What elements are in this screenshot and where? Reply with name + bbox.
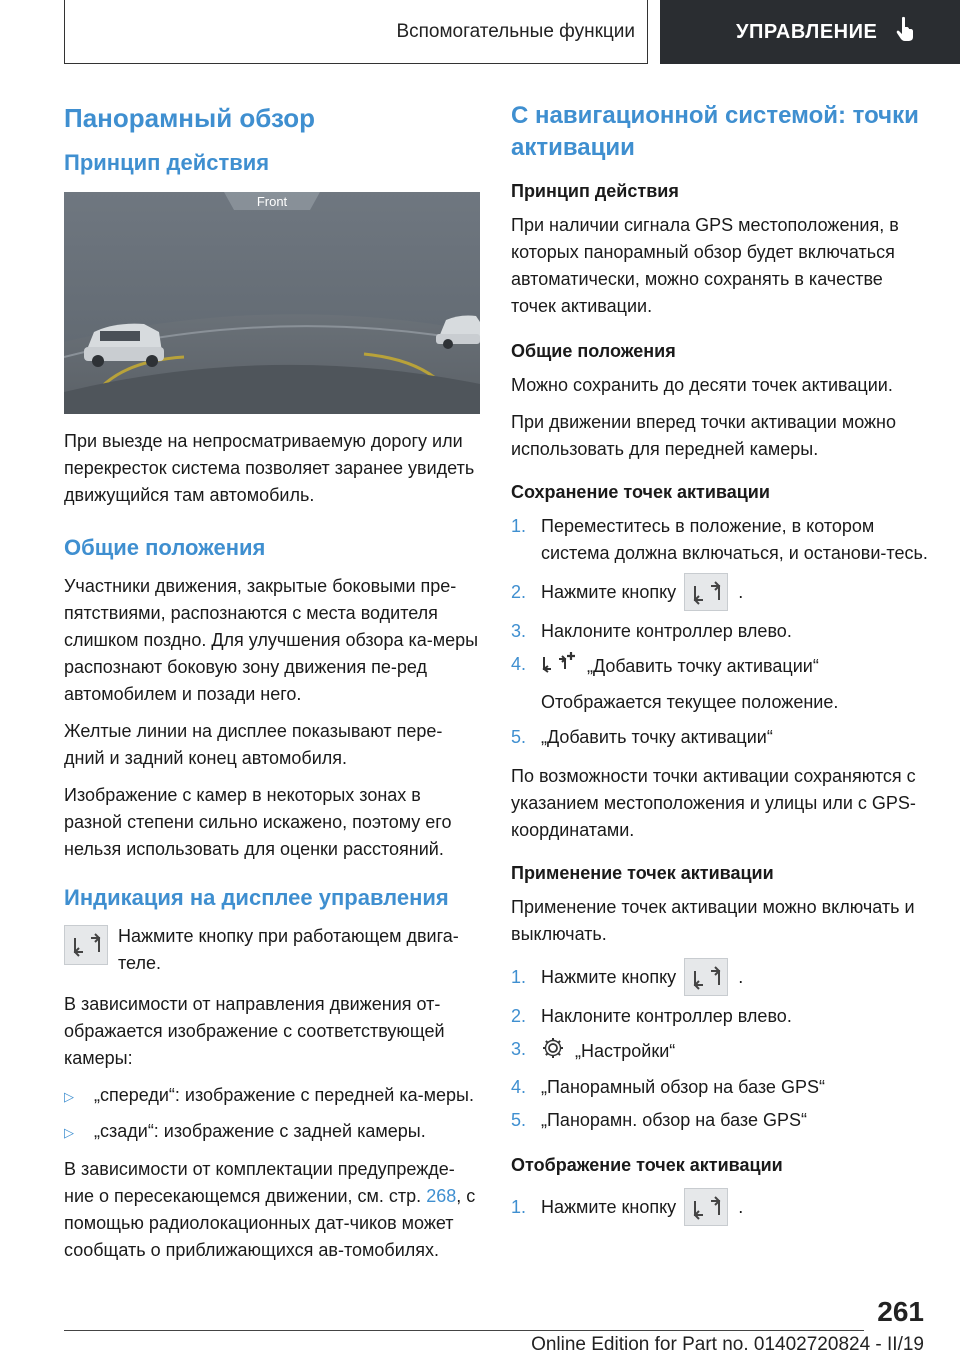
save-heading: Сохранение точек активации bbox=[511, 482, 770, 502]
camera-view-image bbox=[64, 192, 480, 414]
footer-divider bbox=[64, 1330, 864, 1331]
display-indicator-text: Нажмите кнопку при работающем двига-теле. bbox=[118, 926, 459, 973]
panorama-view-button-icon[interactable] bbox=[684, 1188, 728, 1226]
camera-front-label: Front bbox=[256, 194, 288, 209]
general-paragraph-2: При движении вперед точки активации можно использовать для передней камеры. bbox=[511, 412, 896, 459]
list-item: 2. Нажмите кнопку . bbox=[511, 579, 931, 606]
apply-steps-list bbox=[511, 964, 931, 1134]
apply-text: Применение точек активации можно включать и выключать. bbox=[511, 897, 915, 944]
list-item: 4. „Добавить точку активации“ bbox=[511, 651, 931, 683]
panorama-view-button-icon[interactable] bbox=[684, 958, 728, 996]
general-heading: Общие положения bbox=[511, 341, 676, 361]
warning-paragraph: В зависимости от комплектации предупрежде-ние о пересекающемся движении, см. стр. 268, с помощью радиолокационных дат-чиков может сообщать о приближающихся ав-томобилях. bbox=[64, 1159, 476, 1260]
page-number: 261 bbox=[877, 1296, 924, 1327]
list-item: 5. „Добавить точку активации“ bbox=[511, 727, 773, 747]
display-indicator-row bbox=[64, 923, 482, 977]
show-heading: Отображение точек активации bbox=[511, 1155, 783, 1175]
right-column bbox=[511, 100, 931, 1233]
header-section-title: Вспомогательные функции bbox=[396, 20, 635, 42]
list-item: 3. Наклоните контроллер влево. bbox=[511, 621, 792, 641]
header-chapter bbox=[660, 0, 960, 64]
header-section bbox=[64, 0, 648, 64]
section-title: Панорамный обзор bbox=[64, 103, 316, 133]
apply-heading: Применение точек активации bbox=[511, 863, 774, 883]
hand-pointer-icon bbox=[895, 16, 917, 48]
gear-icon bbox=[541, 1036, 565, 1068]
save-steps-list bbox=[511, 513, 931, 751]
list-item: ▷ „сзади“: изображение с задней камеры. bbox=[64, 1118, 482, 1146]
header-chapter-title: УПРАВЛЕНИЕ bbox=[736, 20, 878, 43]
add-activation-point-icon bbox=[541, 651, 575, 683]
general-paragraph-3: Изображение с камер в некоторых зонах в разной степени сильно искажено, поэтому его нельзя использовать для оценки расстояний. bbox=[64, 785, 452, 859]
list-item: 1. Нажмите кнопку . bbox=[511, 964, 931, 991]
triangle-bullet-icon: ▷ bbox=[64, 1089, 74, 1104]
general-paragraph-1: Участники движения, закрытые боковыми пре-пятствиями, распознаются с места водителя слишком поздно. Для улучшения обзора ка-меры распознают боковую зону движения пе-ред автомобилем и позади него. bbox=[64, 576, 479, 704]
list-item: 5. „Панорамн. обзор на базе GPS“ bbox=[511, 1110, 807, 1130]
step-note: Отображается текущее положение. bbox=[541, 692, 839, 712]
triangle-bullet-icon: ▷ bbox=[64, 1125, 74, 1140]
panorama-view-button-icon[interactable] bbox=[64, 925, 108, 965]
camera-bullet-list bbox=[64, 1082, 482, 1146]
left-column bbox=[64, 100, 482, 1274]
general-paragraph-2: Желтые линии на дисплее показывают пере-дний и задний конец автомобиля. bbox=[64, 721, 443, 768]
principle-heading: Принцип действия bbox=[511, 181, 679, 201]
list-item: ▷ „спереди“: изображение с передней ка-меры. bbox=[64, 1082, 482, 1110]
panorama-view-button-icon[interactable] bbox=[684, 573, 728, 611]
principle-text: При выезде на непросматриваемую дорогу или перекресток система позволяет заранее увидеть движущийся там автомобиль. bbox=[64, 431, 475, 505]
general-heading: Общие положения bbox=[64, 535, 266, 560]
page-reference-link[interactable]: 268 bbox=[426, 1186, 457, 1206]
principle-text: При наличии сигнала GPS местоположения, в которых панорамный обзор будет включаться автоматически, можно сохранять в качестве точек активации. bbox=[511, 215, 899, 316]
list-item: 4. „Панорамный обзор на базе GPS“ bbox=[511, 1077, 825, 1097]
general-paragraph-1: Можно сохранить до десяти точек активации. bbox=[511, 375, 893, 395]
navigation-title: С навигационной системой: точки активации bbox=[511, 102, 919, 161]
list-item: 1. Нажмите кнопку . bbox=[511, 1194, 931, 1221]
list-item bbox=[511, 689, 931, 716]
list-item: 2. Наклоните контроллер влево. bbox=[511, 1006, 792, 1026]
footer-edition: Online Edition for Part no. 01402720824 - II/19 bbox=[531, 1334, 924, 1355]
list-item: 3. „Настройки“ bbox=[511, 1036, 931, 1068]
display-heading: Индикация на дисплее управления bbox=[64, 885, 449, 910]
list-item: 1. Переместитесь в положение, в котором система должна включаться, и останови-тесь. bbox=[511, 516, 928, 563]
save-after-text: По возможности точки активации сохраняются с указанием местоположения и улицы или с GPS-координатами. bbox=[511, 766, 916, 840]
display-paragraph-1: В зависимости от направления движения от-ображается изображение с соответствующей камеры: bbox=[64, 994, 445, 1068]
show-steps-list bbox=[511, 1194, 931, 1221]
principle-heading: Принцип действия bbox=[64, 150, 270, 175]
